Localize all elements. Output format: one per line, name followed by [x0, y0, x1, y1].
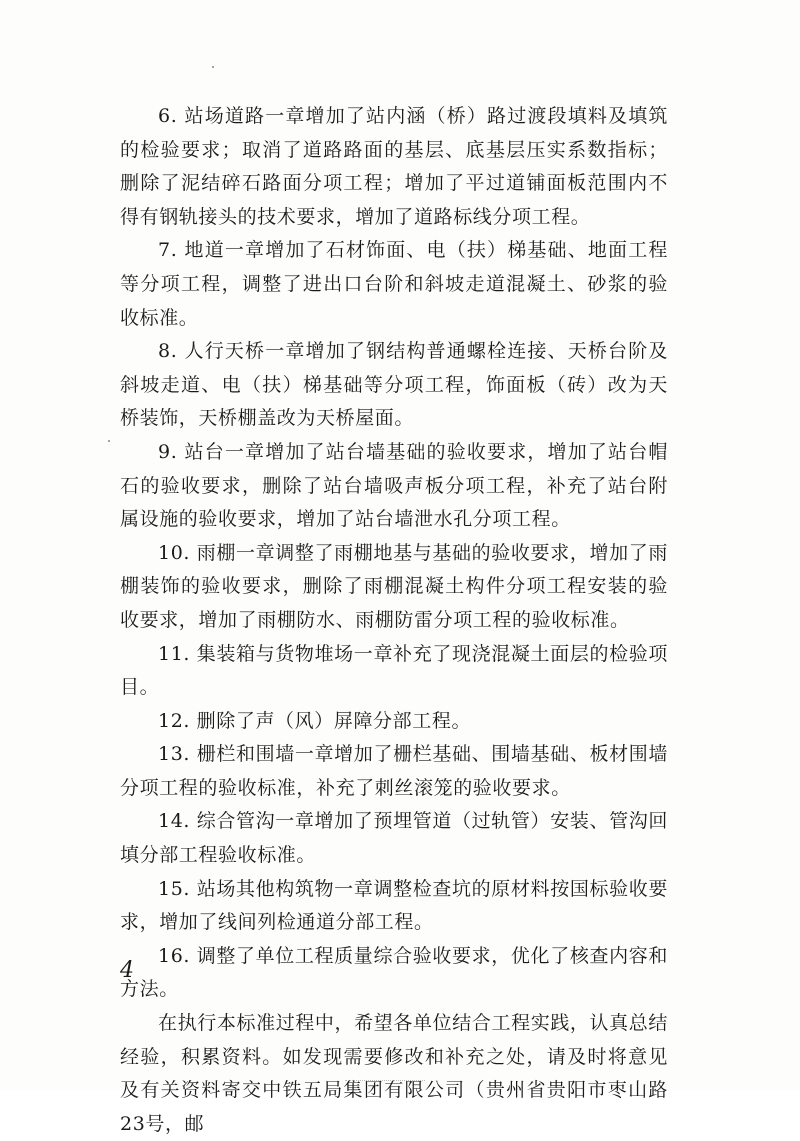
paragraph-9: 9. 站台一章增加了站台墙基础的验收要求，增加了站台帽石的验收要求，删除了站台墙吸声板分项工程，补充了站台附属设施的验收要求，增加了站台墙泄水孔分项工程。 — [120, 440, 668, 531]
paragraph-13: 13. 栅栏和围墙一章增加了栅栏基础、围墙基础、板材围墙分项工程的验收标准，补充了刺丝滚笼的验收要求。 — [120, 743, 668, 799]
paragraph-16: 16. 调整了单位工程质量综合验收要求，优化了核查内容和方法。 — [120, 944, 668, 1001]
paragraph-11: 11. 集装箱与货物堆场一章补充了现浇混凝土面层的检验项目。 — [120, 642, 668, 699]
scan-speck — [212, 66, 214, 68]
closing-paragraph: 在执行本标准过程中，希望各单位结合工程实践，认真总结经验，积累资料。如发现需要修改和补充之处，请及时将意见及有关资料寄交中铁五局集团有限公司（贵州省贵阳市枣山路23号，邮 — [120, 1012, 668, 1135]
body-text — [120, 100, 668, 1141]
paragraph-7: 7. 地道一章增加了石材饰面、电（扶）梯基础、地面工程等分项工程，调整了进出口台阶和斜坡走道混凝土、砂浆的验收标准。 — [120, 239, 668, 329]
scan-speck — [108, 440, 110, 442]
paragraph-6: 6. 站场道路一章增加了站内涵（桥）路过渡段填料及填筑的检验要求；取消了道路路面的基层、底基层压实系数指标；删除了泥结碎石路面分项工程；增加了平过道铺面板范围内不得有钢轨接头的技术要求，增加了道路标线分项工程。 — [120, 105, 668, 228]
paragraph-12: 12. 删除了声（风）屏障分部工程。 — [158, 709, 472, 732]
page-number: 4 — [120, 958, 134, 983]
paragraph-8: 8. 人行天桥一章增加了钢结构普通螺栓连接、天桥台阶及斜坡走道、电（扶）梯基础等分项工程，饰面板（砖）改为天桥装饰，天桥棚盖改为天桥屋面。 — [120, 340, 668, 430]
paragraph-10: 10. 雨棚一章调整了雨棚地基与基础的验收要求，增加了雨棚装饰的验收要求，删除了雨棚混凝土构件分项工程安装的验收要求，增加了雨棚防水、雨棚防雷分项工程的验收标准。 — [120, 541, 668, 631]
paragraph-14: 14. 综合管沟一章增加了预埋管道（过轨管）安装、管沟回填分部工程验收标准。 — [120, 810, 668, 867]
scan-edge-mark — [345, 1080, 425, 1085]
paragraph-15: 15. 站场其他构筑物一章调整检查坑的原材料按国标验收要求，增加了线间列检通道分部工程。 — [120, 877, 668, 934]
